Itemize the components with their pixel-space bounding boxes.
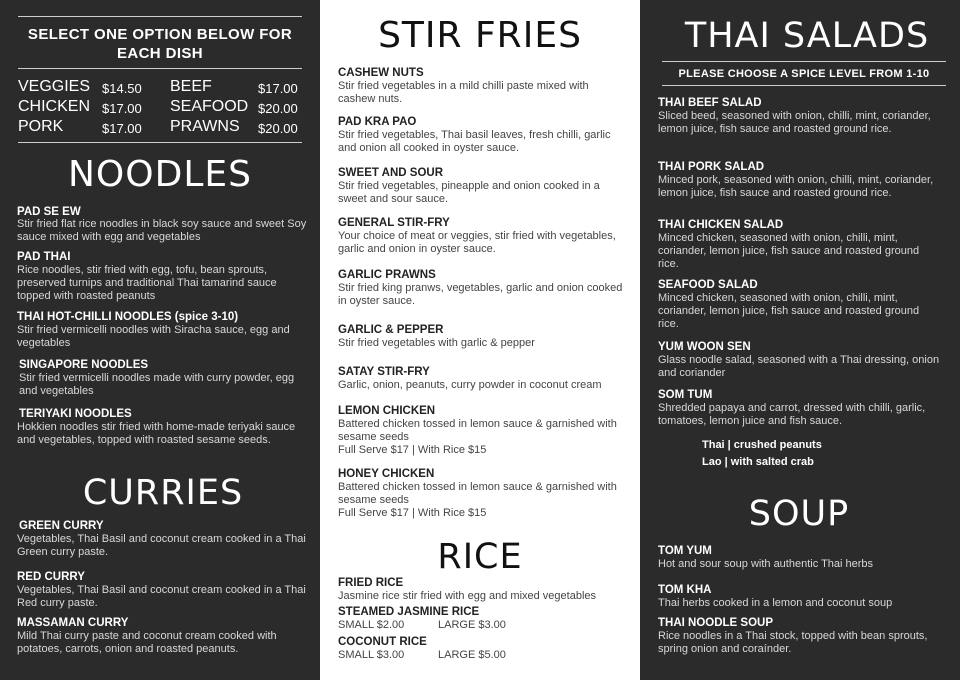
menu-item-name: PAD THAI bbox=[17, 251, 71, 263]
spice-level-note: PLEASE CHOOSE A SPICE LEVEL FROM 1-10 bbox=[678, 68, 930, 80]
menu-item-name: CASHEW NUTS bbox=[338, 67, 424, 79]
menu-item-price: Full Serve $17 | With Rice $15 bbox=[338, 507, 487, 519]
option-price: $17.00 bbox=[258, 81, 298, 96]
option-row bbox=[18, 77, 308, 97]
menu-item-name: RED CURRY bbox=[17, 571, 85, 583]
menu-item-name: STEAMED JASMINE RICE bbox=[338, 606, 480, 618]
menu-item-price-large: LARGE $5.00 bbox=[438, 649, 506, 661]
menu-item-desc: Minced chicken, seasoned with onion, chilli, mint, coriander, lemon juice, fish sauce and roasted ground rice. bbox=[658, 232, 920, 270]
menu-item-name: SEAFOOD SALAD bbox=[658, 279, 758, 291]
menu-item-desc: Mild Thai curry paste and coconut cream cooked with potatoes, carrots, onion and roasted peanuts. bbox=[17, 630, 277, 655]
menu-item-desc: Rice noodles in a Thai stock, topped with bean sprouts, spring onion and coraínder. bbox=[658, 630, 928, 655]
menu-item-name: PAD KRA PAO bbox=[338, 116, 417, 128]
menu-item-price-large: LARGE $3.00 bbox=[438, 619, 506, 631]
menu-item-name: TERIYAKI NOODLES bbox=[19, 408, 132, 420]
divider bbox=[18, 16, 302, 17]
menu-item-desc: Stir fried flat rice noodles in black soy sauce and sweet Soy sauce mixed with egg and vegetables bbox=[17, 218, 307, 243]
right-panel bbox=[640, 0, 960, 680]
menu-item-desc: Stir fried vegetables, Thai basil leaves, fresh chilli, garlic and onion all cooked in oyster sauce. bbox=[338, 129, 611, 154]
som-tum-variant: Thai | crushed peanuts bbox=[702, 439, 822, 451]
menu-item-desc: Battered chicken tossed in lemon sauce & garnished with sesame seeds bbox=[338, 418, 617, 443]
menu-item-name: GREEN CURRY bbox=[19, 520, 104, 532]
option-name: CHICKEN bbox=[18, 98, 91, 115]
menu-item-name: THAI HOT-CHILLI NOODLES (spice 3-10) bbox=[17, 311, 239, 323]
menu-item-price-small: SMALL $3.00 bbox=[338, 649, 405, 661]
menu-item-price-small: SMALL $2.00 bbox=[338, 619, 405, 631]
menu-item-name: THAI NOODLE SOUP bbox=[658, 617, 774, 629]
option-row bbox=[18, 117, 308, 137]
menu-item-desc: Stir fried vegetables, pineapple and onion cooked in a sweet and sour sauce. bbox=[338, 180, 600, 205]
section-title-rice: RICE bbox=[437, 537, 523, 577]
menu-item-name: COCONUT RICE bbox=[338, 636, 427, 648]
menu-item-desc: Battered chicken tossed in lemon sauce & garnished with sesame seeds bbox=[338, 481, 617, 506]
menu-item-name: THAI CHICKEN SALAD bbox=[658, 219, 784, 231]
options-title: SELECT ONE OPTION BELOW FOR EACH DISH bbox=[27, 26, 293, 62]
option-name: PORK bbox=[18, 118, 64, 135]
divider bbox=[18, 142, 302, 143]
menu-item-desc: Stir fried vermicelli noodles made with curry powder, egg and vegetables bbox=[19, 372, 295, 397]
menu-item-desc: Vegetables, Thai Basil and coconut cream cooked in a Thai Green curry paste. bbox=[17, 533, 306, 558]
option-name: VEGGIES bbox=[18, 78, 91, 95]
menu-item-desc: Stir fried vegetables with garlic & pepper bbox=[338, 337, 535, 349]
option-price: $14.50 bbox=[102, 81, 142, 96]
menu-item-desc: Minced chicken, seasoned with onion, chilli, mint, coriander, lemon juice, fish sauce and roasted ground rice. bbox=[658, 292, 920, 330]
menu-item-name: THAI BEEF SALAD bbox=[658, 97, 762, 109]
section-title-curries: CURRIES bbox=[82, 473, 244, 513]
menu-item-desc: Rice noodles, stir fried with egg, tofu, bean sprouts, preserved turnips and traditional Thai tamarind sauce topped with roasted peanuts bbox=[17, 264, 277, 302]
menu-item-desc: Garlic, onion, peanuts, curry powder in coconut cream bbox=[338, 379, 602, 391]
option-price: $20.00 bbox=[258, 121, 298, 136]
menu-item-desc: Hot and sour soup with authentic Thai herbs bbox=[658, 558, 874, 570]
option-name: SEAFOOD bbox=[170, 98, 249, 115]
divider bbox=[662, 61, 946, 62]
section-title-thai-salads: THAI SALADS bbox=[684, 16, 930, 56]
option-price: $20.00 bbox=[258, 101, 298, 116]
section-title-stir-fries: STIR FRIES bbox=[378, 15, 582, 56]
menu-item-name: MASSAMAN CURRY bbox=[17, 617, 129, 629]
divider bbox=[18, 68, 302, 69]
menu-item-desc: Shredded papaya and carrot, dressed with chilli, garlic, tomatoes, lemon juice and fish sauce. bbox=[658, 402, 926, 427]
menu-item-desc: Hokkien noodles stir fried with home-made teriyaki sauce and vegetables, topped with roasted sesame seeds. bbox=[17, 421, 296, 446]
menu-item-name: TOM KHA bbox=[658, 584, 712, 596]
som-tum-variant: Lao | with salted crab bbox=[702, 456, 814, 468]
menu-item-desc: Stir fried king pranws, vegetables, garlic and onion cooked in oyster sauce. bbox=[338, 282, 623, 307]
option-row bbox=[18, 97, 308, 117]
menu-item-name: THAI PORK SALAD bbox=[658, 161, 765, 173]
menu-item-name: PAD SE EW bbox=[17, 206, 81, 218]
menu-item-desc: Thai herbs cooked in a lemon and coconut soup bbox=[658, 597, 893, 609]
menu-item-name: GENERAL STIR-FRY bbox=[338, 217, 450, 229]
menu-item-name: TOM YUM bbox=[658, 545, 712, 557]
option-price: $17.00 bbox=[102, 121, 142, 136]
section-title-noodles: NOODLES bbox=[68, 154, 252, 195]
menu-item-name: SATAY STIR-FRY bbox=[338, 366, 430, 378]
menu-item-desc: Glass noodle salad, seasoned with a Thai dressing, onion and coriander bbox=[658, 354, 940, 379]
divider bbox=[662, 85, 946, 86]
menu-item-desc: Sliced beed, seasoned with onion, chilli, mint, coriander, lemon juice, fish sauce and roasted ground rice. bbox=[658, 110, 931, 135]
menu-item-name: SINGAPORE NOODLES bbox=[19, 359, 149, 371]
middle-panel bbox=[320, 0, 640, 680]
menu-item-desc: Vegetables, Thai Basil and coconut cream cooked in a Thai Red curry paste. bbox=[17, 584, 306, 609]
section-title-soup: SOUP bbox=[748, 494, 850, 534]
menu-item-desc: Stir fried vegetables in a mild chilli paste mixed with cashew nuts. bbox=[338, 80, 589, 105]
menu-item-name: FRIED RICE bbox=[338, 577, 404, 589]
menu-item-desc: Your choice of meat or veggies, stir fried with vegetables, garlic and onion in oyster sauce. bbox=[338, 230, 616, 255]
menu-item-name: GARLIC PRAWNS bbox=[338, 269, 436, 281]
menu-item-desc: Jasmine rice stir fried with egg and mixed vegetables bbox=[338, 590, 597, 602]
menu-item-name: YUM WOON SEN bbox=[658, 341, 751, 353]
menu-item-name: GARLIC & PEPPER bbox=[338, 324, 444, 336]
menu-item-desc: Stir fried vermicelli noodles with Siracha sauce, egg and vegetables bbox=[17, 324, 290, 349]
menu-item-name: HONEY CHICKEN bbox=[338, 468, 435, 480]
option-price: $17.00 bbox=[102, 101, 142, 116]
menu-item-desc: Minced pork, seasoned with onion, chilli, mint, coriander, lemon juice, fish sauce and roasted ground rice. bbox=[658, 174, 934, 199]
option-name: PRAWNS bbox=[170, 118, 240, 135]
menu-item-name: LEMON CHICKEN bbox=[338, 405, 436, 417]
menu-item-price: Full Serve $17 | With Rice $15 bbox=[338, 444, 487, 456]
menu-item-name: SOM TUM bbox=[658, 389, 713, 401]
left-panel bbox=[0, 0, 320, 680]
menu-item-name: SWEET AND SOUR bbox=[338, 167, 443, 179]
option-name: BEEF bbox=[170, 78, 212, 95]
